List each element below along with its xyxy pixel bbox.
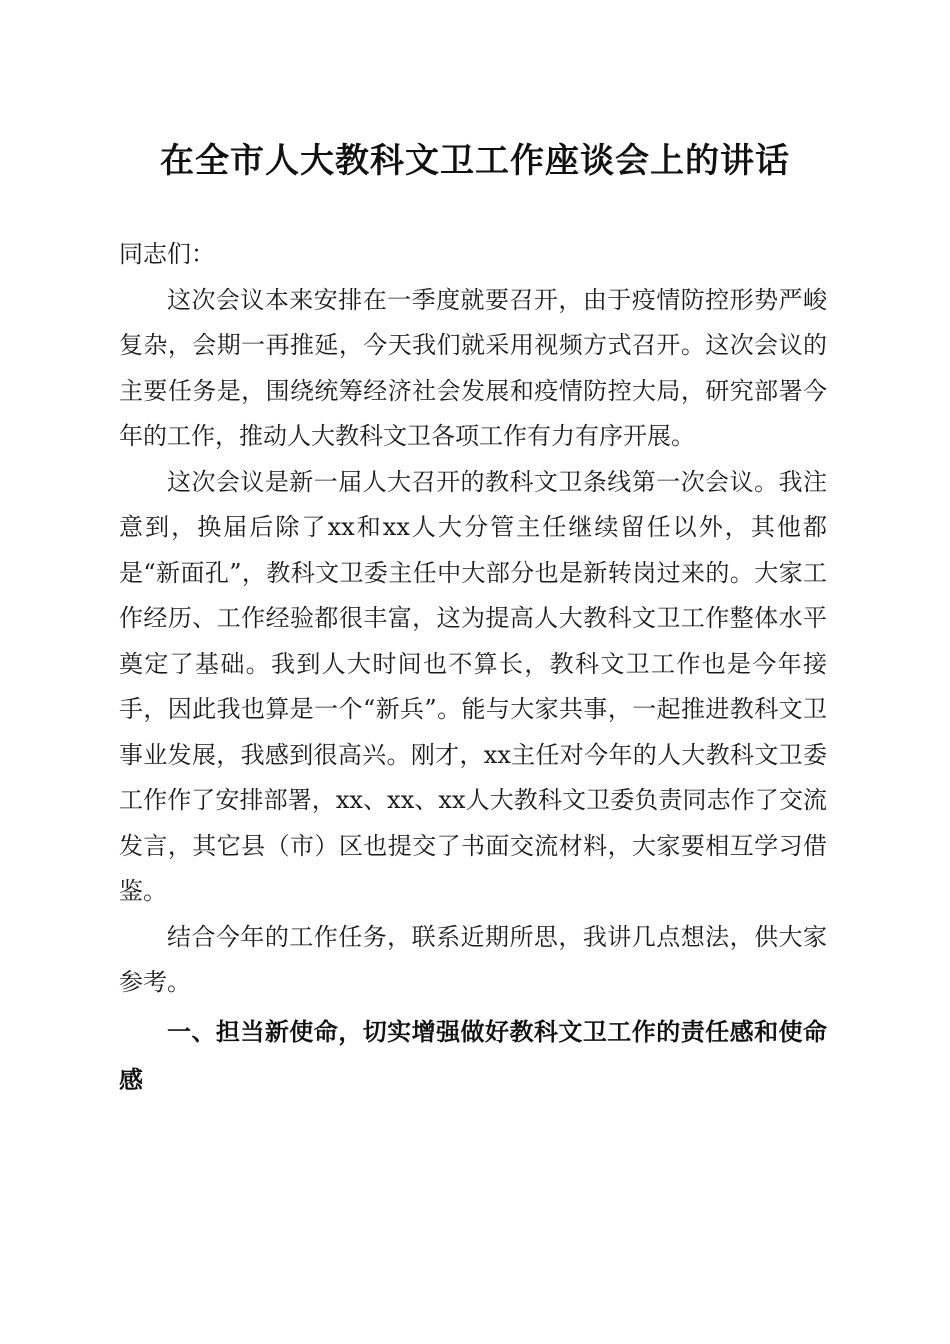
salutation: 同志们： — [119, 240, 215, 268]
paragraph-3: 结合今年的工作任务，联系近期所思，我讲几点想法，供大家参考。 — [119, 922, 827, 996]
section-heading: 一、担当新使命，切实增强做好教科文卫工作的责任感和使命感 — [119, 1017, 827, 1094]
document-body — [119, 232, 827, 1104]
paragraph-1: 这次会议本来安排在一季度就要召开，由于疫情防控形势严峻复杂，会期一再推延，今天我们就采用视频方式召开。这次会议的主要任务是，围绕统筹经济社会发展和疫情防控大局，研究部署今年的工作，推动人大教科文卫各项工作有力有序开展。 — [119, 285, 827, 450]
paragraph-2: 这次会议是新一届人大召开的教科文卫条线第一次会议。我注意到，换届后除了xx和xx人大分管主任继续留任以外，其他都是“新面孔”，教科文卫委主任中大部分也是新转岗过来的。大家工作经历、工作经验都很丰富，这为提高人大教科文卫工作整体水平奠定了基础。我到人大时间也不算长，教科文卫工作也是今年接手，因此我也算是一个“新兵”。能与大家共事，一起推进教科文卫事业发展，我感到很高兴。刚才，xx主任对今年的人大教科文卫委工作作了安排部署，xx、xx、xx人大教科文卫委负责同志作了交流发言，其它县（市）区也提交了书面交流材料，大家要相互学习借鉴。 — [119, 467, 827, 905]
document-title: 在全市人大教科文卫工作座谈会上的讲话 — [160, 141, 790, 181]
